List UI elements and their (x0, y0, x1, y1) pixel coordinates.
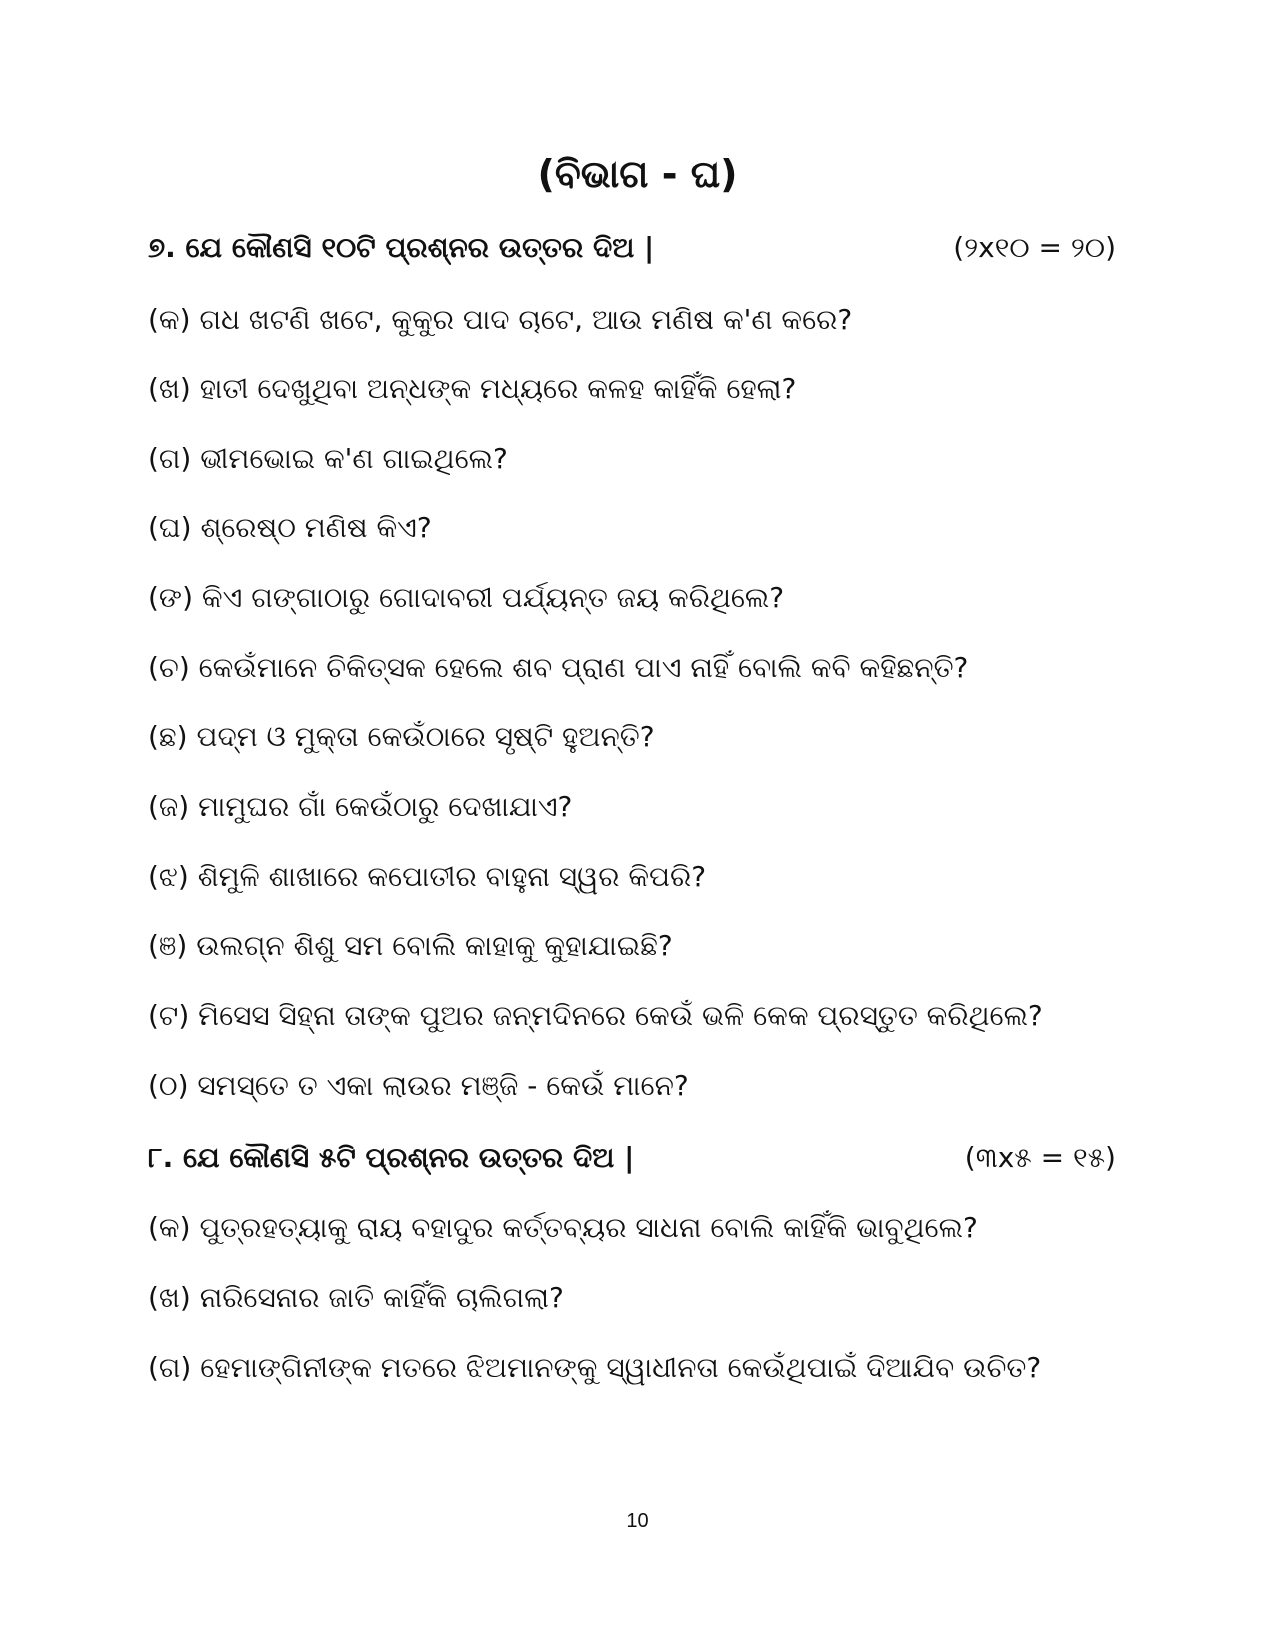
list-item: (ଠ) ସମସ୍ତେ ତ ଏକା ଲାଉର ମଞ୍ଜି - କେଉଁ ମାନେ? (148, 1069, 689, 1102)
list-item: (ଚ) କେଉଁମାନେ ଚିକିତ୍ସକ ହେଲେ ଶବ ପ୍ରାଣ ପାଏ ନାହିଁ ବୋଲି କବି କହିଛନ୍ତି? (148, 651, 969, 684)
question-text: ୭. ଯେ କୌଣସି ୧୦ଟି ପ୍ରଶ୍ନର ଉତ୍ତର ଦିଅ | (148, 231, 655, 265)
list-item: (ଝ) ଶିମୁଳି ଶାଖାରେ କପୋତୀର ବାହୁନା ସ୍ୱର କିପରି? (148, 860, 707, 893)
list-item: (ଛ) ପଦ୍ମ ଓ ମୁକ୍ତା କେଉଁଠାରେ ସୃଷ୍ଟି ହୁଅନ୍ତି? (148, 720, 655, 753)
question-heading (148, 1136, 1116, 1180)
list-item: (ଙ) କିଏ ଗଙ୍ଗାଠାରୁ ଗୋଦାବରୀ ପର୍ଯ୍ୟନ୍ତ ଜୟ କରିଥିଲେ? (148, 581, 785, 614)
list-item: (ଖ) ନାରିସେନାର ଜାତି କାହିଁକି ଚାଲିଗଲା? (148, 1281, 564, 1314)
list-item: (ଗ) ଭୀମଭୋଇ କ'ଣ ଗାଇଥିଲେ? (148, 442, 508, 475)
question-text: ୮. ଯେ କୌଣସି ୫ଟି ପ୍ରଶ୍ନର ଉତ୍ତର ଦିଅ | (148, 1141, 635, 1175)
question-marks: (୨x୧୦ = ୨୦) (953, 231, 1116, 265)
list-item: (କ) ଗଧ ଖଟଣି ଖଟେ, କୁକୁର ପାଦ ଚାଟେ, ଆଉ ମଣିଷ କ'ଣ କରେ? (148, 303, 853, 336)
question-heading (148, 226, 1116, 270)
question-marks: (୩x୫ = ୧୫) (964, 1141, 1116, 1175)
list-item: (ଗ) ହେମାଙ୍ଗିନୀଙ୍କ ମତରେ ଝିଅମାନଙ୍କୁ ସ୍ୱାଧୀନତା କେଉଁଥିପାଇଁ ଦିଆଯିବ ଉଚିତ? (148, 1351, 1042, 1384)
section-title: (ବିଭାଗ - ଘ) (537, 152, 738, 196)
list-item: (କ) ପୁତ୍ରହତ୍ୟାକୁ ରାୟ ବହାଦୁର କର୍ତ୍ତବ୍ୟର ସାଧନା ବୋଲି କାହିଁକି ଭାବୁଥିଲେ? (148, 1211, 978, 1244)
list-item: (ଞ) ଉଲଗ୍ନ ଶିଶୁ ସମ ବୋଲି କାହାକୁ କୁହାଯାଇଛି? (148, 929, 673, 962)
page-number: 10 (626, 1510, 649, 1532)
list-item: (ଘ) ଶ୍ରେଷ୍ଠ ମଣିଷ କିଏ? (148, 511, 432, 544)
list-item: (ଟ) ମିସେସ ସିହ୍ନା ତାଙ୍କ ପୁଅର ଜନ୍ମଦିନରେ କେଉଁ ଭଳି କେକ ପ୍ରସ୍ତୁତ କରିଥିଲେ? (148, 999, 1043, 1032)
list-item: (ଖ) ହାତୀ ଦେଖୁଥିବା ଅନ୍ଧଙ୍କ ମଧ୍ୟରେ କଳହ କାହିଁକି ହେଲା? (148, 372, 797, 405)
list-item: (ଜ) ମାମୁଘର ଗାଁ କେଉଁଠାରୁ ଦେଖାଯାଏ? (148, 790, 573, 823)
